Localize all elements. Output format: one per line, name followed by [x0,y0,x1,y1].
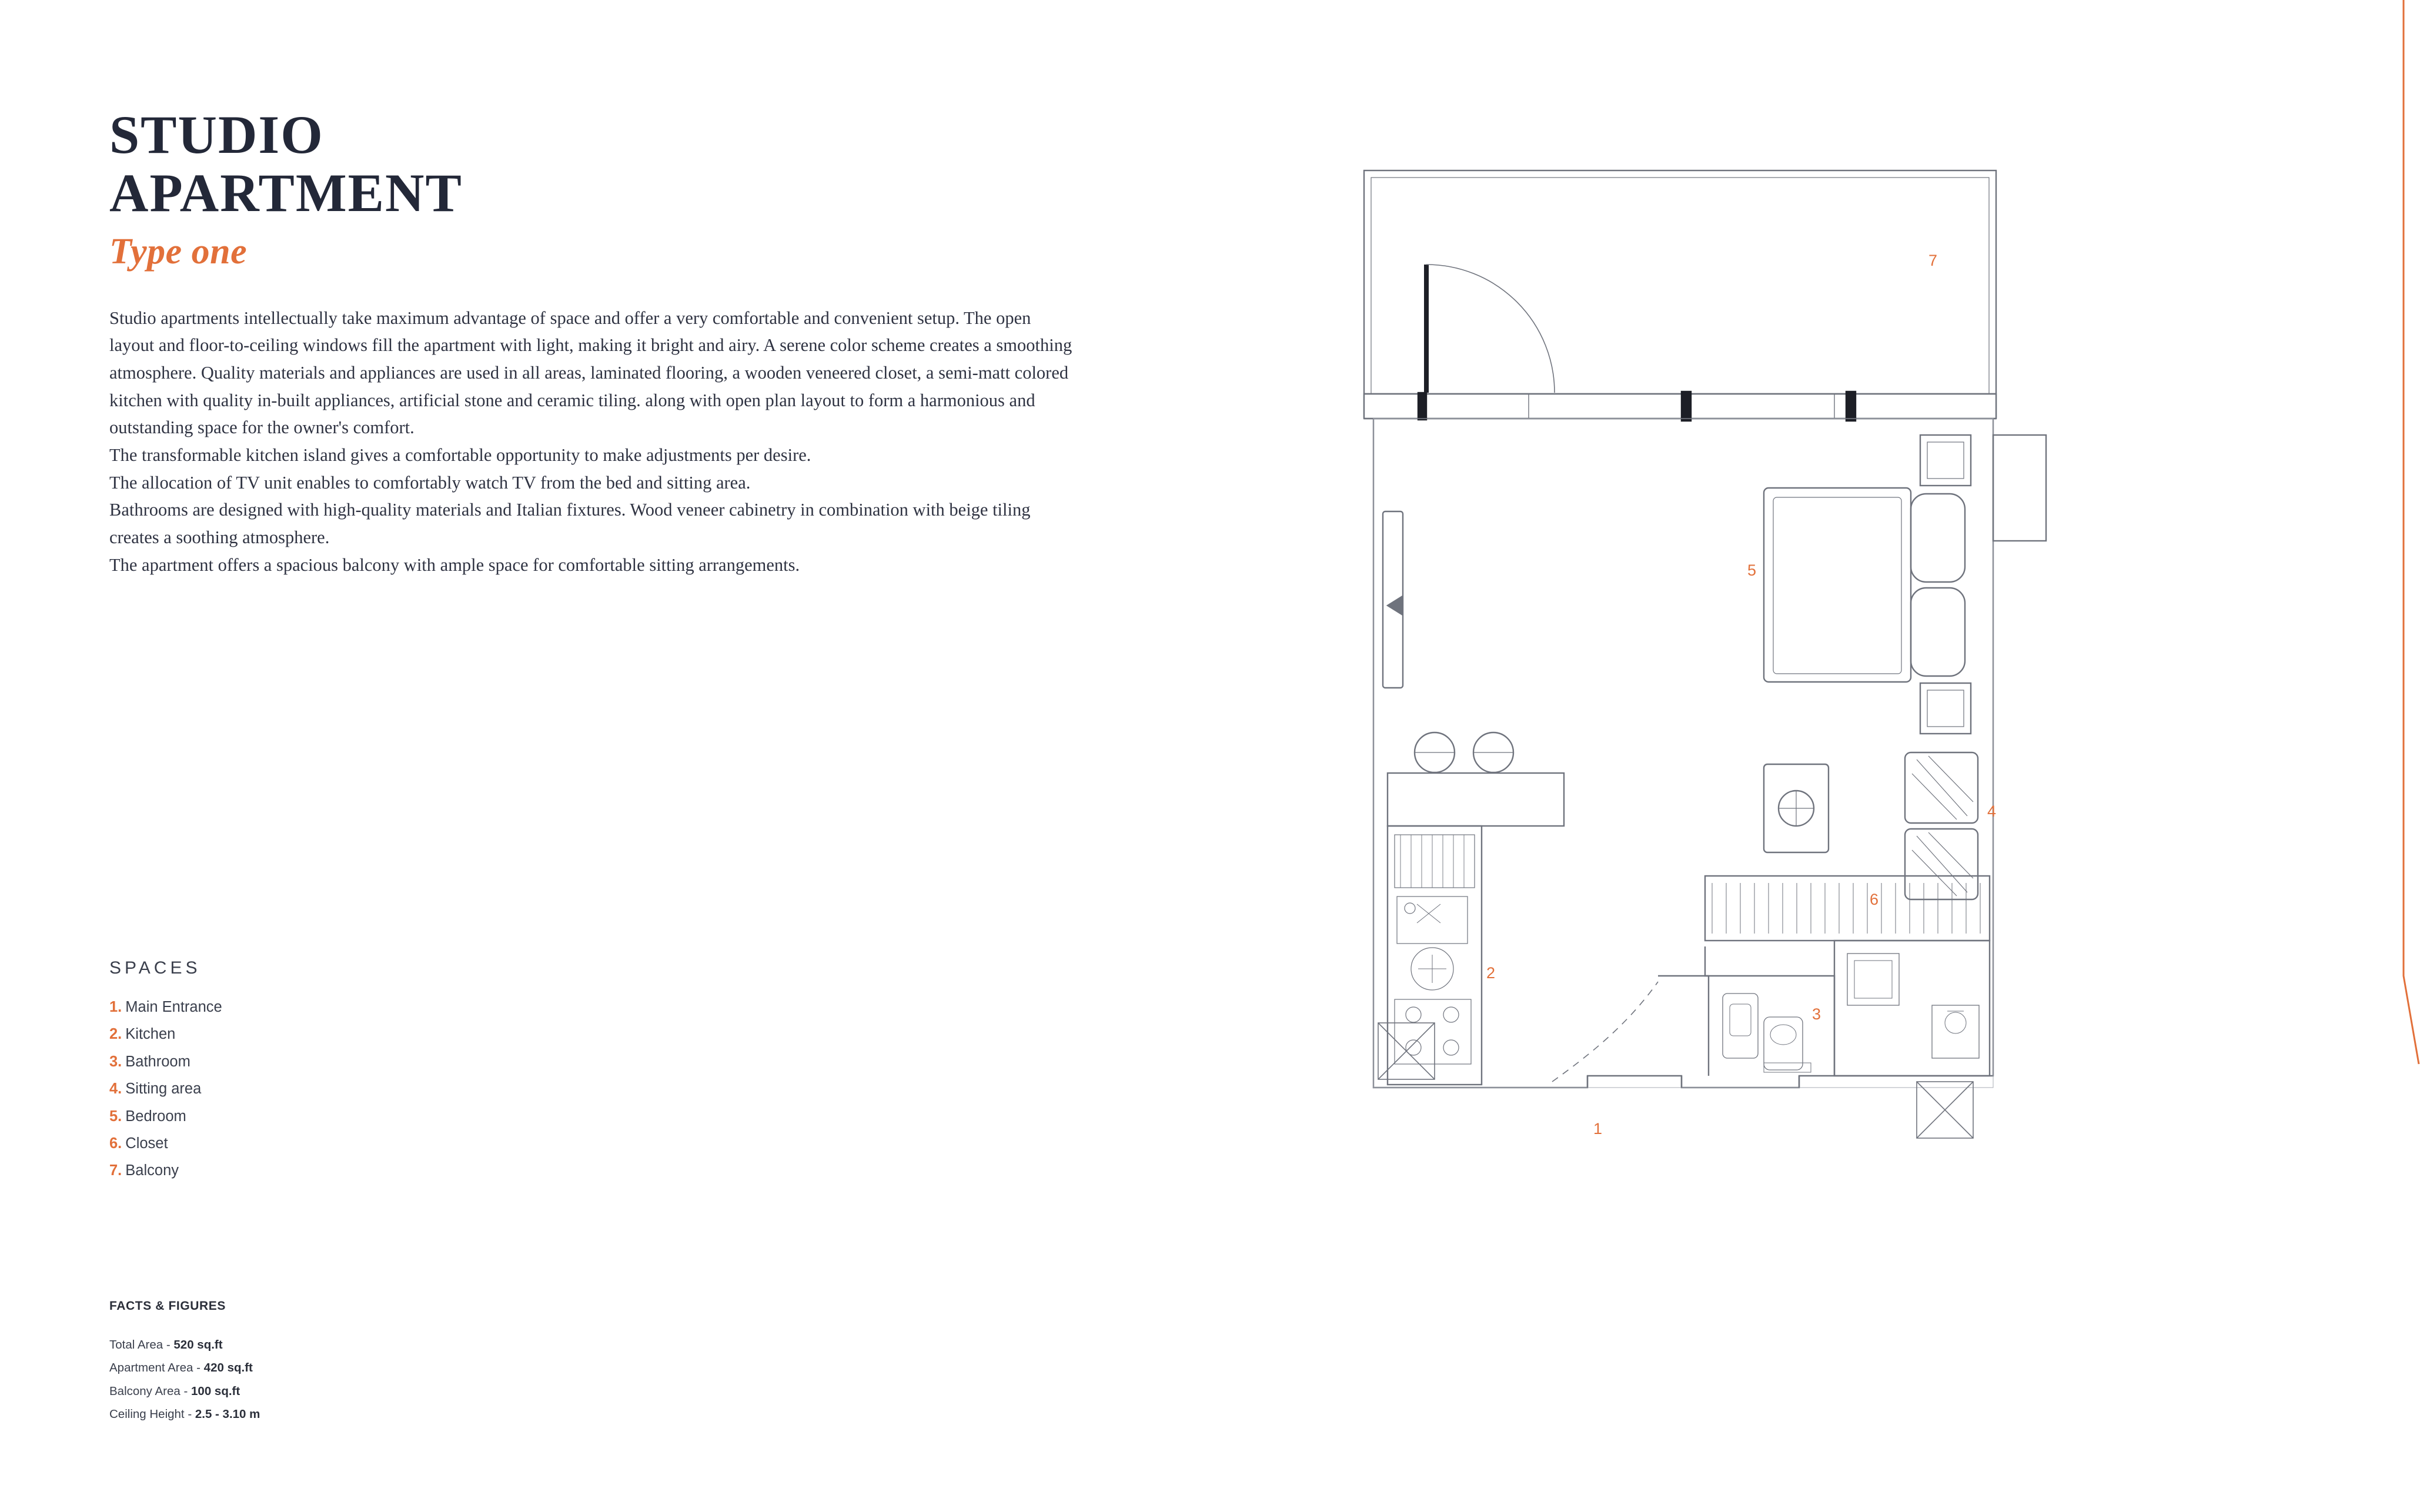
fact-label: Total Area - [109,1338,174,1352]
description-paragraph: The apartment offers a spacious balcony with ample space for comfortable sitting arrangements. [109,554,800,575]
space-number: 2. [109,1026,122,1043]
decorative-accent-line [2267,0,2420,1176]
space-number: 1. [109,999,122,1015]
space-number: 6. [109,1135,122,1152]
floorplan-marker-1: 1 [1593,1120,1603,1138]
space-number: 5. [109,1108,122,1125]
list-item [109,1075,580,1102]
space-label: Bedroom [125,1108,186,1125]
space-number: 4. [109,1081,122,1098]
fact-label: Balcony Area - [109,1384,192,1398]
description-paragraph: The allocation of TV unit enables to comfortably watch TV from the bed and sitting area. [109,472,751,493]
left-column [109,106,1097,578]
title-line-2: APARTMENT [109,163,463,223]
fact-row [109,1333,639,1356]
fact-label: Ceiling Height - [109,1407,195,1421]
space-label: Kitchen [125,1026,176,1043]
floorplan-svg [1352,159,2187,1370]
floorplan-marker-3: 3 [1812,1005,1821,1023]
fact-row [109,1403,639,1426]
floorplan-marker-7: 7 [1928,252,1938,269]
space-label: Sitting area [125,1081,202,1098]
page-subtitle: Type one [109,231,248,272]
fact-value: 420 sq.ft [203,1361,253,1375]
floorplan-marker-4: 4 [1987,802,1997,820]
floorplan-marker-6: 6 [1870,891,1879,908]
fact-value: 100 sq.ft [191,1384,240,1398]
fact-label: Apartment Area - [109,1361,204,1375]
floorplan-drawing [1352,159,2187,1370]
facts-figures-block [109,1299,639,1426]
list-item [109,1021,580,1048]
description-paragraph: Bathrooms are designed with high-quality materials and Italian fixtures. Wood veneer cabinetry in combination with beige tiling creates a soothing atmosphere. [109,500,1031,547]
title-line-1: STUDIO [109,105,324,165]
fact-value: 2.5 - 3.10 m [195,1407,260,1421]
floorplan-marker-5: 5 [1747,561,1757,579]
space-label: Closet [125,1135,168,1152]
list-item [109,1130,580,1157]
list-item [109,1103,580,1130]
spaces-heading: SPACES [109,958,201,978]
space-number: 3. [109,1053,122,1070]
space-number: 7. [109,1162,122,1179]
spaces-legend [109,958,580,1185]
space-label: Bathroom [125,1053,190,1070]
page-title [109,106,1097,223]
facts-heading: FACTS & FIGURES [109,1299,226,1313]
description-block [109,305,1074,579]
floorplan-marker-2: 2 [1486,964,1496,982]
list-item [109,993,580,1021]
description-paragraph: Studio apartments intellectually take maximum advantage of space and offer a very comfortable and convenient setup. The open layout and floor-to-ceiling windows fill the apartment with light, making it bright and airy. A serene color scheme creates a smoothing atmosphere. Quality materials and appliances are used in all areas, laminated flooring, a wooden veneered closet, a semi-matt colored kitchen with quality in-built appliances, artificial stone and ceramic tiling. along with open plan layout to form a harmonious and outstanding space for the owner's comfort. [109,307,1072,438]
list-item [109,1048,580,1075]
list-item [109,1157,580,1184]
space-label: Main Entrance [125,999,222,1015]
description-paragraph: The transformable kitchen island gives a comfortable opportunity to make adjustments per desire. [109,445,811,465]
fact-row [109,1380,639,1403]
space-label: Balcony [125,1162,179,1179]
fact-row [109,1356,639,1379]
fact-value: 520 sq.ft [173,1338,223,1352]
